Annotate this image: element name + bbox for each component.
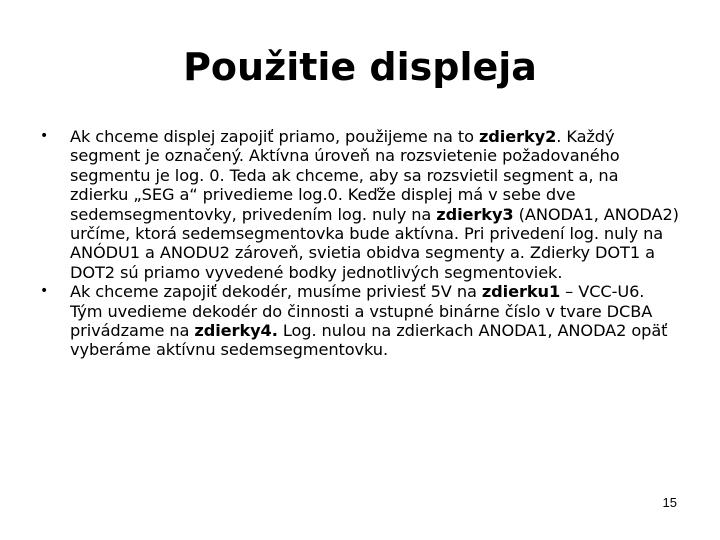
bullet-text-segment: – VCC-U6. Tým uvedieme dekodér do činnosti a vstupné binárne číslo v tvare DCBA privádzame na <box>70 282 653 341</box>
bullet-marker: • <box>40 283 49 300</box>
bullet-text-segment: (ANODA1, ANODA2) určíme, ktorá sedemsegmentovka bude aktívna. Pri privedení log. nuly na ANÓDU1 a ANODU2 zároveň, svietia obidva segmenty a. Zdierky DOT1 a DOT2 sú priamo vyvedené bodky jednotlivých segmentoviek. <box>70 204 679 282</box>
bullet-text-segment: Log. nulou na zdierkach ANODA1, ANODA2 opäť vyberáme aktívnu sedemsegmentovku. <box>70 321 668 360</box>
bullet-list <box>40 127 680 360</box>
bullet-text-segment: Ak chceme zapojiť dekodér, musíme priviesť 5V na <box>70 282 482 302</box>
bullet-text <box>70 127 679 282</box>
page-number: 15 <box>662 495 677 510</box>
bullet-text-segment: . Každý segment je označený. Aktívna úroveň na rozsvietenie požadovaného segmentu je log. 0. Teda ak chceme, aby sa rozsvietil segment a, na zdierku „SEG a“ privedieme log.0. Keďže displej má v sebe dve sedemsegmentovky, privedením log. nuly na <box>70 127 620 224</box>
bullet-text-bold-segment: zdierky3 <box>436 204 514 224</box>
slide-title: Použitie displeja <box>183 45 537 89</box>
bullet-item <box>40 282 680 360</box>
bullet-text-segment: Ak chceme displej zapojiť priamo, použijeme na to <box>70 127 479 146</box>
bullet-text-bold-segment: zdierku1 <box>481 282 561 302</box>
bullet-marker: • <box>40 128 49 144</box>
bullet-text-bold-segment: zdierky4. <box>194 321 278 341</box>
bullet-text <box>70 282 667 359</box>
bullet-text-bold-segment: zdierky2 <box>478 127 557 146</box>
bullet-item <box>40 127 680 282</box>
